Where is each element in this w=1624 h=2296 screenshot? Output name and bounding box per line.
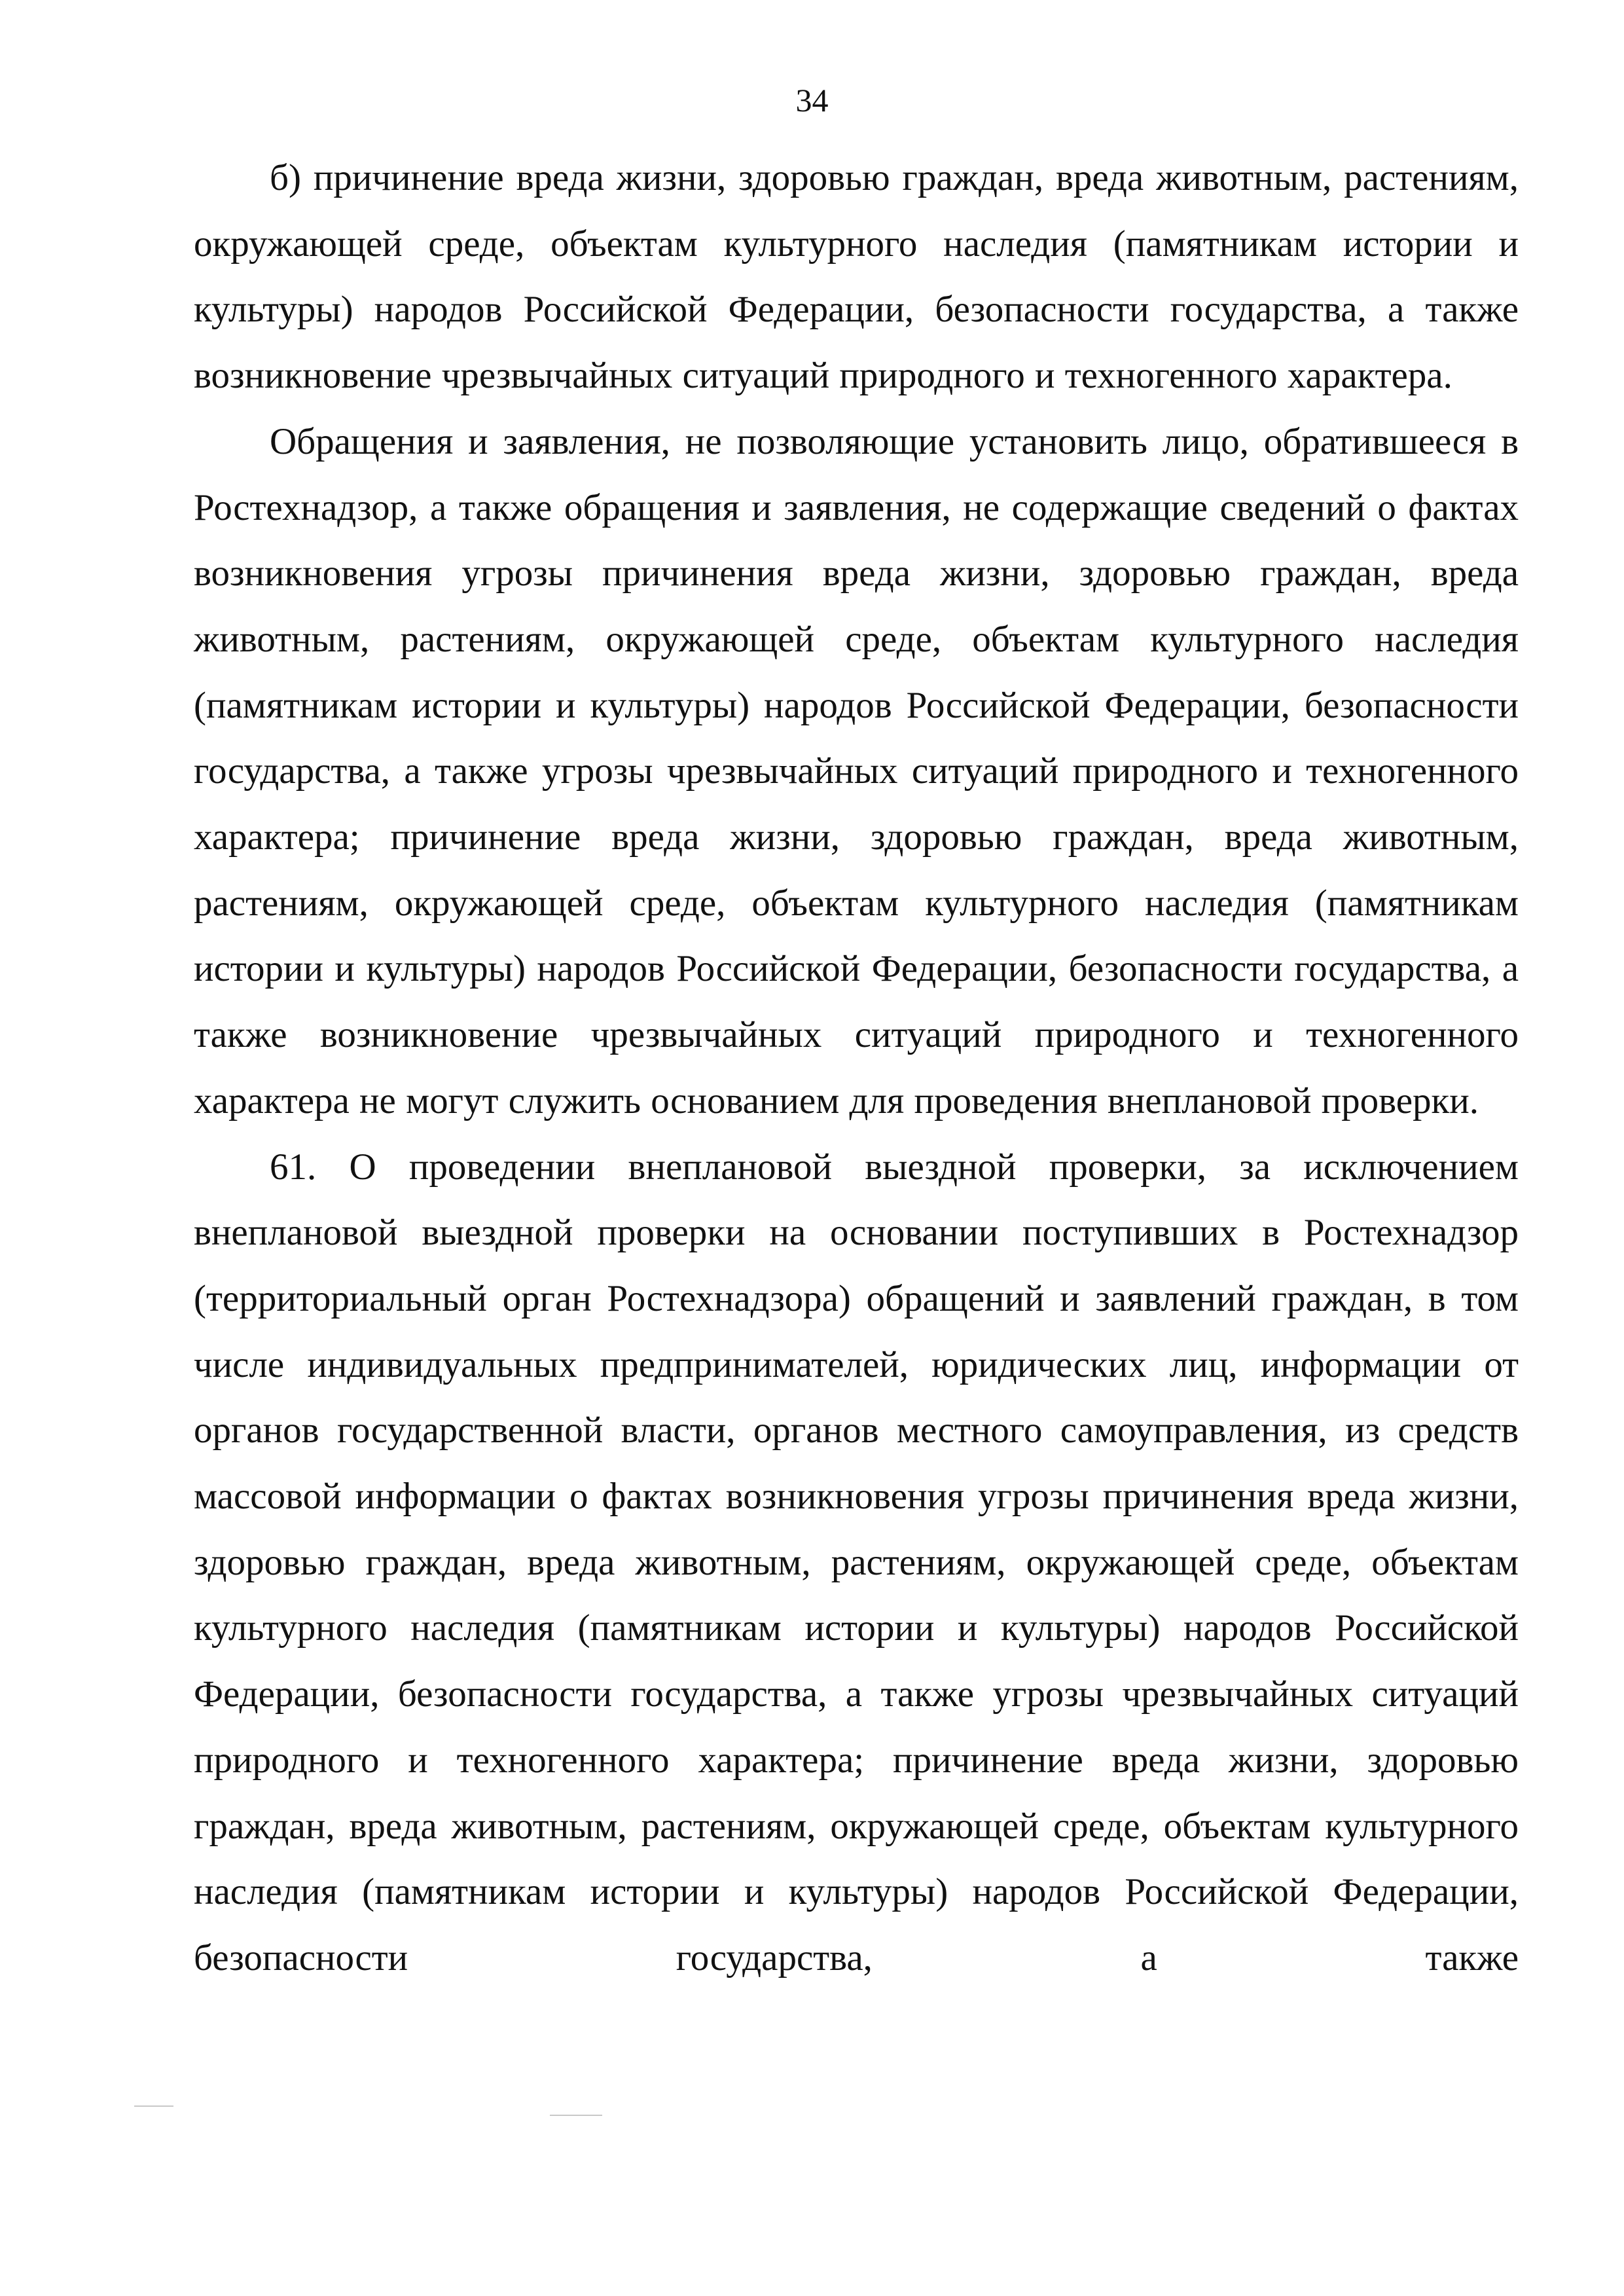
paragraph-item-61: 61. О проведении внеплановой выездной проверки, за исключением внеплановой выездной проверки на основании поступивших в Ростехнадзор (территориальный орган Ростехнадзора) обращений и заявлений граждан, в том числе индивидуальных предпринимателей, юридических лиц, информации от органов государственной власти, органов местного самоуправления, из средств массовой информации о фактах возникновения угрозы причинения вреда жизни, здоровью граждан, вреда животным, растениям, окружающей среде, объектам культурного наследия (памятникам истории и культуры) народов Российской Федерации, безопасности государства, а также угрозы чрезвычайных ситуаций природного и техногенного характера; причинение вреда жизни, здоровью граждан, вреда животным, растениям, окружающей среде, объектам культурного наследия (памятникам истории и культуры) народов Российской Федерации, безопасности государства, а также	[194, 1146, 1519, 1978]
scan-artifact	[134, 2105, 173, 2107]
page-number: 34	[795, 82, 829, 118]
paragraph-anonymous-appeals: Обращения и заявления, не позволяющие установить лицо, обратившееся в Ростехнадзор, а также обращения и заявления, не содержащие сведений о фактах возникновения угрозы причинения вреда жизни, здоровью граждан, вреда животным, растениям, окружающей среде, объектам культурного наследия (памятникам истории и культуры) народов Российской Федерации, безопасности государства, а также угрозы чрезвычайных ситуаций природного и техногенного характера; причинение вреда жизни, здоровью граждан, вреда животным, растениям, окружающей среде, объектам культурного наследия (памятникам истории и культуры) народов Российской Федерации, безопасности государства, а также возникновение чрезвычайных ситуаций природного и техногенного характера не могут служить основанием для проведения внеплановой проверки.	[194, 420, 1519, 1121]
document-body	[194, 145, 1519, 1992]
scan-artifact	[550, 2115, 602, 2116]
paragraph-harm-list-item-b: б) причинение вреда жизни, здоровью граждан, вреда животным, растениям, окружающей среде, объектам культурного наследия (памятникам истории и культуры) народов Российской Федерации, безопасности государства, а также возникновение чрезвычайных ситуаций природного и техногенного характера.	[194, 157, 1519, 397]
